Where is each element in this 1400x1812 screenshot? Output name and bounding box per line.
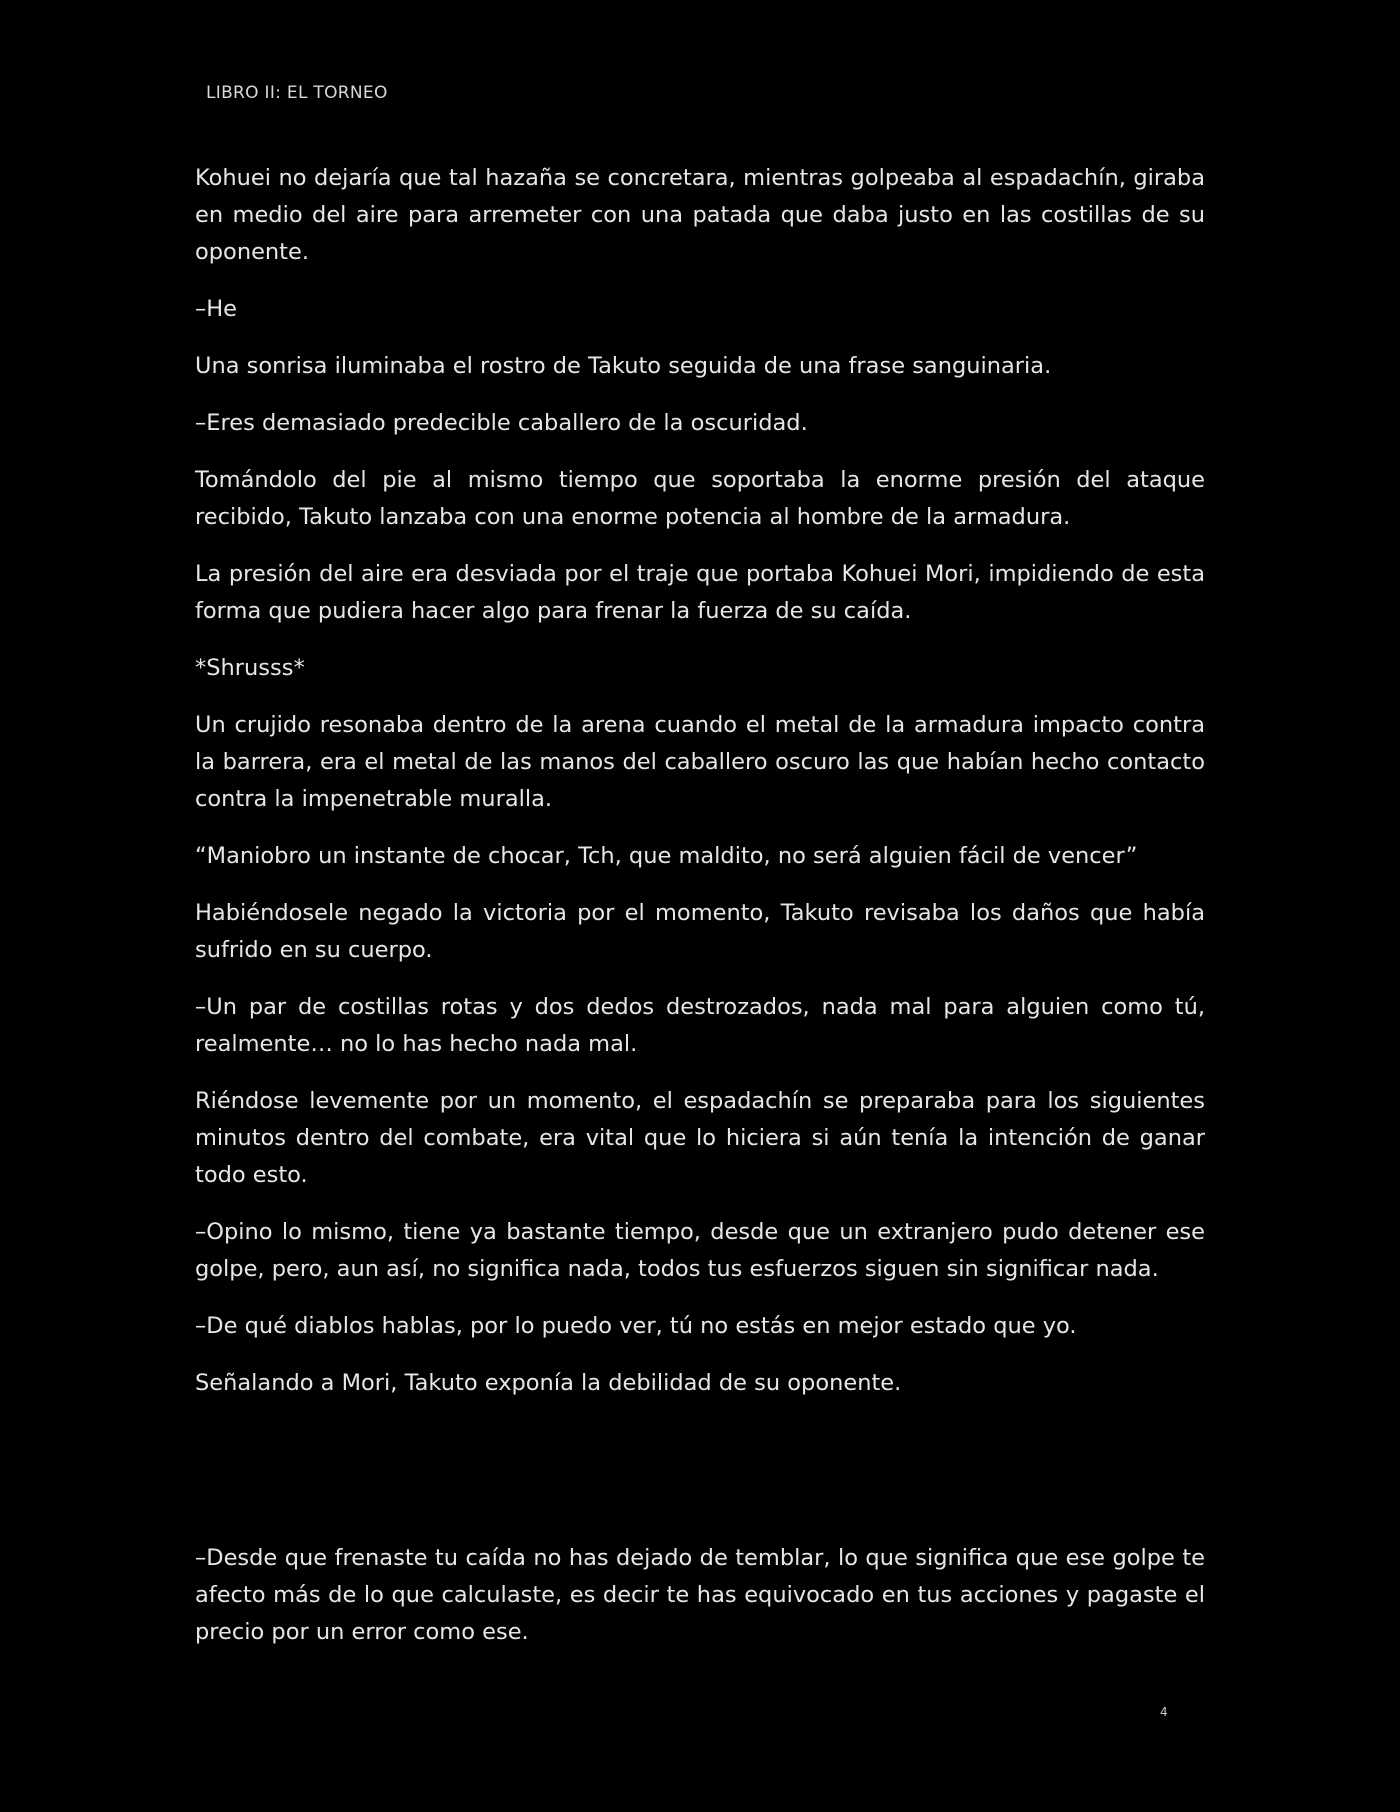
paragraph: Señalando a Mori, Takuto exponía la debilidad de su oponente.	[195, 1370, 902, 1396]
page-number: 4	[1160, 1705, 1168, 1719]
paragraph: –Opino lo mismo, tiene ya bastante tiempo, desde que un extranjero pudo detener ese golpe, pero, aun así, no significa nada, todos tus esfuerzos siguen sin significar nada.	[195, 1219, 1205, 1282]
paragraph: –Un par de costillas rotas y dos dedos destrozados, nada mal para alguien como tú, realmente… no lo has hecho nada mal.	[195, 994, 1205, 1057]
paragraph: Habiéndosele negado la victoria por el momento, Takuto revisaba los daños que había sufrido en su cuerpo.	[195, 900, 1205, 963]
paragraph: Una sonrisa iluminaba el rostro de Takuto seguida de una frase sanguinaria.	[195, 353, 1052, 379]
paragraph: –De qué diablos hablas, por lo puedo ver, tú no estás en mejor estado que yo.	[195, 1313, 1077, 1339]
paragraph: –Desde que frenaste tu caída no has dejado de temblar, lo que significa que ese golpe te afecto más de lo que calculaste, es decir te has equivocado en tus acciones y pagaste el precio por un error como ese.	[195, 1545, 1205, 1645]
paragraph: “Maniobro un instante de chocar, Tch, que maldito, no será alguien fácil de vencer”	[195, 843, 1138, 869]
paragraph: –Eres demasiado predecible caballero de la oscuridad.	[195, 410, 808, 436]
paragraph: Un crujido resonaba dentro de la arena cuando el metal de la armadura impacto contra la barrera, era el metal de las manos del caballero oscuro las que habían hecho contacto contra la impenetrable muralla.	[195, 712, 1205, 812]
paragraph: La presión del aire era desviada por el traje que portaba Kohuei Mori, impidiendo de esta forma que pudiera hacer algo para frenar la fuerza de su caída.	[195, 561, 1205, 624]
page-body	[195, 160, 1205, 1671]
running-header: LIBRO II: EL TORNEO	[206, 83, 388, 103]
paragraph: *Shrusss*	[195, 655, 305, 681]
paragraph: –He	[195, 296, 238, 322]
paragraph: Riéndose levemente por un momento, el espadachín se preparaba para los siguientes minutos dentro del combate, era vital que lo hiciera si aún tenía la intención de ganar todo esto.	[195, 1088, 1205, 1188]
paragraph: Kohuei no dejaría que tal hazaña se concretara, mientras golpeaba al espadachín, giraba en medio del aire para arremeter con una patada que daba justo en las costillas de su oponente.	[195, 165, 1205, 265]
paragraph: Tomándolo del pie al mismo tiempo que soportaba la enorme presión del ataque recibido, Takuto lanzaba con una enorme potencia al hombre de la armadura.	[195, 467, 1205, 530]
